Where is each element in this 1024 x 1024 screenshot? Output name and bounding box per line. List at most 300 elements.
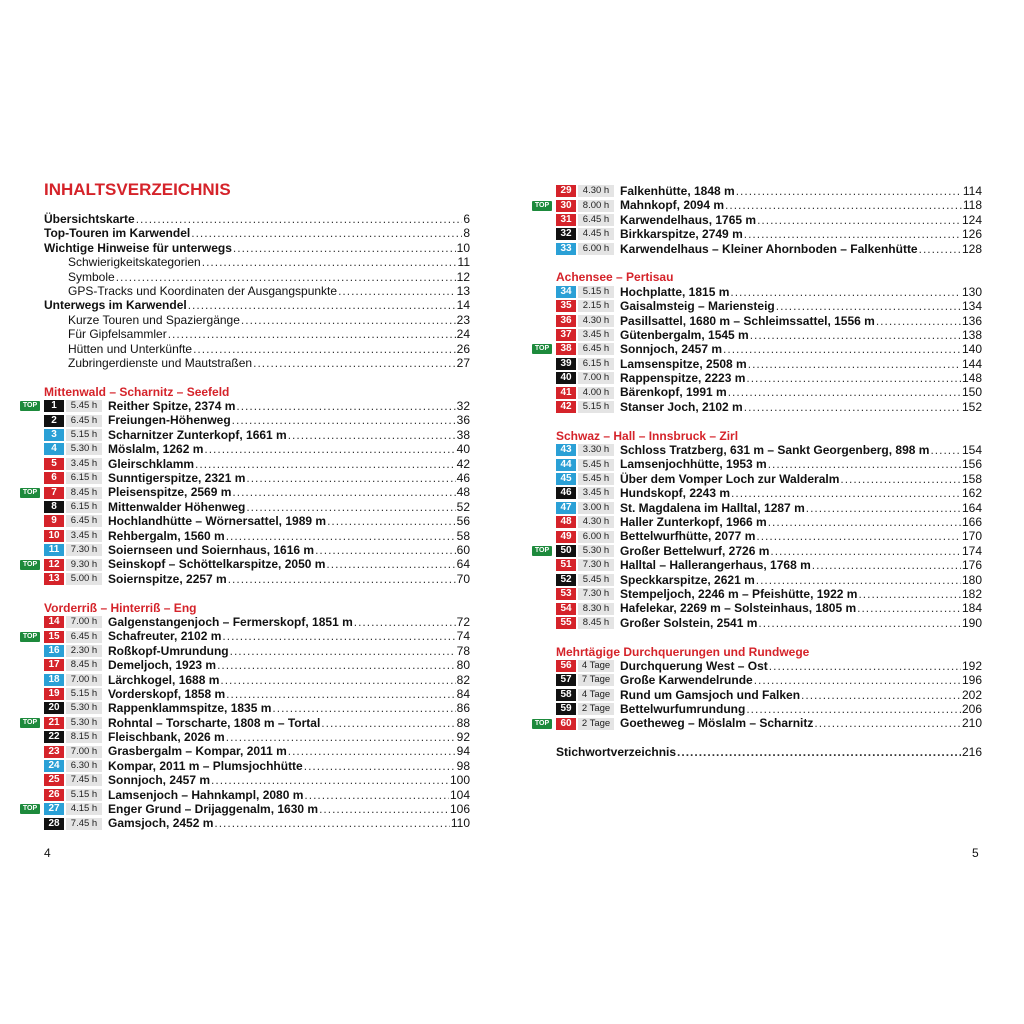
tour-entry[interactable] (532, 242, 982, 256)
toc-entry-page: 6 (463, 212, 470, 226)
leader-dots (858, 587, 961, 601)
tour-duration: 3.45 h (578, 487, 614, 499)
tour-number: 31 (556, 214, 576, 226)
tour-name: Schafreuter, 2102 m (108, 629, 222, 644)
toc-entry-index[interactable] (556, 745, 982, 759)
tour-page: 40 (456, 442, 470, 457)
tour-page: 58 (456, 528, 470, 543)
spacer (532, 731, 982, 745)
leader-dots (217, 658, 456, 672)
tour-duration: 8.30 h (578, 603, 614, 615)
tour-entry[interactable] (532, 587, 982, 601)
tour-name: Stanser Joch, 2102 m (620, 399, 743, 414)
tour-entry[interactable] (532, 601, 982, 615)
toc-entry-page: 216 (961, 745, 982, 760)
tour-number: 60 (556, 718, 576, 730)
leader-dots (116, 270, 456, 284)
toc-entry[interactable] (44, 212, 470, 226)
toc-entry[interactable] (68, 313, 470, 327)
tour-name: Über dem Vomper Loch zur Walderalm (620, 471, 840, 486)
tour-entry[interactable] (20, 413, 470, 427)
leader-dots (204, 442, 455, 456)
tour-number: 37 (556, 329, 576, 341)
tour-duration: 6.45 h (66, 415, 102, 427)
tour-number: 17 (44, 659, 64, 671)
toc-entry-page: 10 (456, 240, 470, 255)
toc-entry-label: Schwierigkeitskategorien (68, 255, 201, 270)
toc-entry-page: 11 (457, 255, 470, 270)
tour-duration: 6.15 h (578, 358, 614, 370)
tour-duration: 6.15 h (66, 501, 102, 513)
tour-name: Stempeljoch, 2246 m – Pfeishütte, 1922 m (620, 586, 858, 601)
tour-page: 136 (961, 313, 982, 328)
section-heading: Mittenwald – Scharnitz – Seefeld (44, 384, 230, 399)
toc-entry[interactable] (44, 226, 470, 240)
leader-dots (757, 213, 961, 227)
tour-name: Grasbergalm – Kompar, 2011 m (108, 744, 287, 759)
leader-dots (226, 687, 455, 701)
top-badge: TOP (532, 719, 552, 729)
leader-dots (744, 227, 961, 241)
tour-name: Hafelekar, 2269 m – Solsteinhaus, 1805 m (620, 601, 857, 616)
leader-dots (840, 472, 961, 486)
tour-entry[interactable] (532, 659, 982, 673)
tour-page: 98 (456, 758, 470, 773)
toc-entry-label: Hütten und Unterkünfte (68, 341, 193, 356)
tour-entry[interactable] (20, 471, 470, 485)
top-badge: TOP (20, 401, 40, 411)
toc-entry[interactable] (68, 327, 470, 341)
tour-name: Rappenspitze, 2223 m (620, 371, 746, 386)
tour-number: 47 (556, 502, 576, 514)
toc-entry[interactable] (68, 342, 470, 356)
tour-name: Roßkopf-Umrundung (108, 643, 229, 658)
tour-duration: 7.00 h (66, 616, 102, 628)
tour-name: Pleisenspitze, 2569 m (108, 485, 232, 500)
tour-number: 21 (44, 717, 64, 729)
leader-dots (232, 413, 456, 427)
toc-entry[interactable] (68, 270, 470, 284)
tour-entry[interactable] (20, 457, 470, 471)
leader-dots (246, 500, 455, 514)
tour-name: Seinskopf – Schöttelkarspitze, 2050 m (108, 557, 326, 572)
page-number-left: 4 (44, 846, 51, 860)
tour-entry[interactable] (20, 759, 470, 773)
tour-name: Mittenwalder Höhenweg (108, 499, 246, 514)
tour-entry[interactable] (20, 730, 470, 744)
tour-duration: 6.00 h (578, 531, 614, 543)
tour-number: 32 (556, 228, 576, 240)
tour-page: 56 (456, 514, 470, 529)
tour-entry[interactable] (20, 687, 470, 701)
tour-duration: 6.15 h (66, 472, 102, 484)
tour-name: Fleischbank, 2026 m (108, 730, 225, 745)
tour-entry[interactable] (20, 557, 470, 571)
leader-dots (233, 241, 456, 255)
tour-name: Sunntigerspitze, 2321 m (108, 471, 246, 486)
tour-name: Halltal – Hallerangerhaus, 1768 m (620, 558, 811, 573)
tour-name: Enger Grund – Drijaggenalm, 1630 m (108, 802, 319, 817)
tour-duration: 7.00 h (66, 674, 102, 686)
tour-entry[interactable] (532, 400, 982, 414)
toc-entry-page: 8 (463, 226, 470, 241)
tour-number: 35 (556, 300, 576, 312)
tour-entry[interactable] (20, 572, 470, 586)
tour-duration: 2.30 h (66, 645, 102, 657)
tour-page: 162 (961, 486, 982, 501)
tour-entry[interactable] (532, 616, 982, 630)
tour-page: 158 (961, 471, 982, 486)
leader-dots (191, 226, 462, 240)
tour-duration: 4.00 h (578, 387, 614, 399)
tour-name: Hochlandhütte – Wörnersattel, 1989 m (108, 514, 327, 529)
leader-dots (723, 342, 961, 356)
tour-number: 44 (556, 459, 576, 471)
tour-entry[interactable] (532, 501, 982, 515)
tour-name: Bettelwurfumrundung (620, 702, 746, 717)
tour-duration: 6.30 h (66, 760, 102, 772)
tour-duration: 5.15 h (578, 286, 614, 298)
tour-number: 9 (44, 515, 64, 527)
tour-entry[interactable] (20, 442, 470, 456)
tour-page: 154 (961, 443, 982, 458)
tour-name: Freiungen-Höhenweg (108, 413, 231, 428)
tour-entry[interactable] (532, 213, 982, 227)
tour-name: Rehbergalm, 1560 m (108, 528, 225, 543)
leader-dots (226, 730, 456, 744)
toc-entry-label: Top-Touren im Karwendel (44, 226, 191, 241)
tour-name: Haller Zunterkopf, 1966 m (620, 514, 767, 529)
tour-name: Kompar, 2011 m – Plumsjochhütte (108, 758, 303, 773)
leader-dots (730, 285, 961, 299)
tour-number: 2 (44, 415, 64, 427)
tour-duration: 5.00 h (66, 573, 102, 585)
tour-page: 88 (456, 715, 470, 730)
tour-entry[interactable] (532, 371, 982, 385)
leader-dots (272, 701, 455, 715)
leader-dots (304, 788, 449, 802)
top-badge: TOP (20, 560, 40, 570)
leader-dots (746, 702, 961, 716)
leader-dots (354, 615, 456, 629)
tour-entry[interactable] (532, 357, 982, 371)
tour-name: St. Magdalena im Halltal, 1287 m (620, 500, 805, 515)
tour-entry[interactable] (532, 227, 982, 241)
tour-number: 49 (556, 531, 576, 543)
tour-page: 134 (961, 299, 982, 314)
leader-dots (736, 184, 962, 198)
toc-entry[interactable] (44, 241, 470, 255)
tour-page: 210 (961, 716, 982, 731)
tour-page: 114 (962, 184, 982, 198)
tour-entry[interactable] (532, 716, 982, 730)
tour-number: 36 (556, 315, 576, 327)
leader-dots (756, 529, 961, 543)
leader-dots (214, 816, 449, 830)
tour-duration: 5.15 h (66, 429, 102, 441)
tour-page: 140 (961, 342, 982, 357)
tour-entry[interactable] (532, 573, 982, 587)
tour-duration: 4 Tage (578, 660, 614, 672)
leader-dots (321, 716, 455, 730)
tour-page: 70 (456, 571, 470, 586)
tour-name: Galgenstangenjoch – Fermerskopf, 1851 m (108, 614, 353, 629)
tour-entry[interactable] (532, 342, 982, 356)
toc-entry-page: 13 (456, 283, 470, 298)
leader-dots (193, 342, 456, 356)
toc-entry-page: 12 (456, 269, 470, 284)
spacer (20, 370, 470, 384)
leader-dots (806, 501, 961, 515)
leader-dots (188, 298, 456, 312)
tour-number: 3 (44, 429, 64, 441)
tour-name: Rappenklammspitze, 1835 m (108, 701, 272, 716)
tour-entry[interactable] (532, 529, 982, 543)
tour-name: Durchquerung West – Ost (620, 658, 768, 673)
tour-duration: 7.30 h (578, 588, 614, 600)
tour-name: Speckkarspitze, 2621 m (620, 572, 755, 587)
tour-entry[interactable] (20, 673, 470, 687)
tour-name: Demeljoch, 1923 m (108, 658, 217, 673)
tour-duration: 5.15 h (66, 688, 102, 700)
tour-entry[interactable] (532, 285, 982, 299)
tour-name: Großer Solstein, 2541 m (620, 615, 758, 630)
tour-entry[interactable] (20, 788, 470, 802)
leader-dots (758, 616, 961, 630)
toc-entry-label: GPS-Tracks und Koordinaten der Ausgangspunkte (68, 283, 338, 298)
tour-entry[interactable] (532, 486, 982, 500)
tour-number: 33 (556, 243, 576, 255)
tour-name: Lamsenjochhütte, 1953 m (620, 457, 767, 472)
tour-entry[interactable] (532, 457, 982, 471)
tour-entry[interactable] (532, 673, 982, 687)
leader-dots (769, 659, 961, 673)
tour-duration: 7.00 h (66, 746, 102, 758)
tour-number: 42 (556, 401, 576, 413)
toc-entry-label: Kurze Touren und Spaziergänge (68, 312, 240, 327)
tour-number: 18 (44, 674, 64, 686)
tour-entry[interactable] (20, 399, 470, 413)
tour-entry[interactable] (532, 299, 982, 313)
tour-entry[interactable] (20, 514, 470, 528)
leader-dots (919, 242, 961, 256)
tour-duration: 8.45 h (578, 617, 614, 629)
tour-name: Großer Bettelwurf, 2726 m (620, 543, 770, 558)
spacer (532, 414, 982, 428)
leader-dots (228, 572, 456, 586)
leader-dots (748, 357, 961, 371)
tour-page: 196 (961, 673, 982, 688)
tour-name: Sonnjoch, 2457 m (108, 773, 211, 788)
leader-dots (195, 457, 456, 471)
section-heading: Achensee – Pertisau (556, 270, 674, 285)
leader-dots (315, 543, 456, 557)
right-page (532, 184, 982, 760)
tour-page: 190 (961, 615, 982, 630)
tour-name: Sonnjoch, 2457 m (620, 342, 723, 357)
leader-dots (750, 328, 961, 342)
tour-number: 28 (44, 818, 64, 830)
tour-number: 27 (44, 803, 64, 815)
tour-duration: 4.30 h (578, 185, 614, 197)
leader-dots (876, 314, 961, 328)
tour-entry[interactable] (20, 500, 470, 514)
tour-duration: 7.45 h (66, 774, 102, 786)
tour-page: 156 (961, 457, 982, 472)
leader-dots (327, 514, 456, 528)
toc-entry-page: 27 (456, 355, 470, 370)
toc-entry[interactable] (68, 356, 470, 370)
leader-dots (814, 716, 961, 730)
tour-number: 51 (556, 559, 576, 571)
tour-entry[interactable] (532, 515, 982, 529)
tour-entry[interactable] (532, 314, 982, 328)
tour-page: 118 (962, 198, 982, 213)
tour-name: Gütenbergalm, 1545 m (620, 327, 749, 342)
tour-page: 36 (456, 413, 470, 428)
tour-duration: 3.30 h (578, 444, 614, 456)
tour-number: 20 (44, 702, 64, 714)
tour-number: 34 (556, 286, 576, 298)
tour-entry[interactable] (20, 529, 470, 543)
tour-duration: 2.15 h (578, 300, 614, 312)
tour-number: 56 (556, 660, 576, 672)
tour-entry[interactable] (532, 558, 982, 572)
toc-entry[interactable] (68, 284, 470, 298)
tour-page: 164 (961, 500, 982, 515)
tour-entry[interactable] (532, 702, 982, 716)
tour-number: 41 (556, 387, 576, 399)
tour-entry[interactable] (532, 688, 982, 702)
leader-dots (202, 255, 457, 269)
tour-number: 13 (44, 573, 64, 585)
tour-page: 206 (961, 702, 982, 717)
tour-name: Pasillsattel, 1680 m – Schleimssattel, 1556 m (620, 313, 875, 328)
tour-page: 130 (961, 284, 982, 299)
tour-duration: 5.30 h (66, 717, 102, 729)
tour-entry[interactable] (20, 428, 470, 442)
leader-dots (338, 284, 456, 298)
tour-page: 42 (456, 456, 470, 471)
tour-duration: 5.30 h (66, 443, 102, 455)
tour-duration: 9.30 h (66, 559, 102, 571)
tour-number: 48 (556, 516, 576, 528)
section-heading: Mehrtägige Durchquerungen und Rundwege (556, 644, 810, 659)
tour-entry[interactable] (20, 773, 470, 787)
tour-duration: 8.00 h (578, 200, 614, 212)
tour-duration: 5.15 h (66, 789, 102, 801)
tour-entry[interactable] (20, 629, 470, 643)
leader-dots (756, 573, 961, 587)
tour-number: 26 (44, 789, 64, 801)
tour-number: 23 (44, 746, 64, 758)
toc-entry-label: Symbole (68, 269, 115, 284)
tour-number: 5 (44, 458, 64, 470)
tour-duration: 5.45 h (578, 574, 614, 586)
leader-dots (812, 558, 961, 572)
leader-dots (746, 371, 961, 385)
tour-entry[interactable] (20, 802, 470, 816)
tour-name: Soiernseen und Soiernhaus, 1616 m (108, 542, 315, 557)
tour-entry[interactable] (20, 644, 470, 658)
toc-entry-page: 14 (456, 298, 470, 313)
tour-name: Vorderskopf, 1858 m (108, 686, 226, 701)
tour-entry[interactable] (20, 716, 470, 730)
tour-page: 174 (961, 543, 982, 558)
tour-name: Goetheweg – Möslalm – Scharnitz (620, 716, 814, 731)
leader-dots (744, 400, 961, 414)
tour-entry[interactable] (20, 701, 470, 715)
tour-page: 78 (456, 643, 470, 658)
spacer (20, 586, 470, 600)
tour-duration: 3.45 h (66, 530, 102, 542)
tour-entry[interactable] (532, 328, 982, 342)
tour-number: 22 (44, 731, 64, 743)
tour-name: Lamsenspitze, 2508 m (620, 356, 747, 371)
tour-duration: 8.45 h (66, 659, 102, 671)
tour-page: 166 (961, 514, 982, 529)
toc-entry-page: 26 (456, 341, 470, 356)
toc-entry-label: Wichtige Hinweise für unterwegs (44, 240, 232, 255)
tour-entry[interactable] (20, 816, 470, 830)
tour-duration: 4.30 h (578, 516, 614, 528)
tour-number: 50 (556, 545, 576, 557)
tour-page: 60 (456, 542, 470, 557)
tour-name: Mahnkopf, 2094 m (620, 198, 725, 213)
toc-entry[interactable] (68, 255, 470, 269)
leader-dots (220, 673, 455, 687)
tour-name: Große Karwendelrunde (620, 673, 753, 688)
tour-duration: 8.45 h (66, 487, 102, 499)
toc-entry[interactable] (44, 298, 470, 312)
tour-duration: 5.45 h (66, 400, 102, 412)
tour-page: 148 (961, 371, 982, 386)
tour-name: Soiernspitze, 2257 m (108, 571, 227, 586)
tour-entry[interactable] (532, 472, 982, 486)
tour-entry[interactable] (532, 544, 982, 558)
tour-entry[interactable] (532, 198, 982, 212)
tour-duration: 2 Tage (578, 718, 614, 730)
toc-entry-label: Unterwegs im Karwendel (44, 298, 187, 313)
leader-dots (731, 486, 961, 500)
tour-entry[interactable] (20, 658, 470, 672)
top-badge: TOP (532, 201, 552, 211)
top-badge: TOP (20, 718, 40, 728)
leader-dots (326, 557, 455, 571)
tour-entry[interactable] (532, 385, 982, 399)
top-badge: TOP (20, 804, 40, 814)
leader-dots (728, 385, 961, 399)
tour-number: 30 (556, 200, 576, 212)
tour-number: 24 (44, 760, 64, 772)
tour-entry[interactable] (532, 184, 982, 198)
leader-dots (211, 773, 449, 787)
tour-page: 150 (961, 385, 982, 400)
tour-entry[interactable] (20, 744, 470, 758)
tour-number: 12 (44, 559, 64, 571)
tour-entry[interactable] (20, 615, 470, 629)
tour-page: 152 (961, 399, 982, 414)
leader-dots (768, 515, 961, 529)
spacer (532, 256, 982, 270)
tour-entry[interactable] (20, 485, 470, 499)
tour-number: 54 (556, 603, 576, 615)
tour-duration: 2 Tage (578, 703, 614, 715)
tour-entry[interactable] (532, 443, 982, 457)
tour-name: Bärenkopf, 1991 m (620, 385, 727, 400)
page-number-right: 5 (972, 846, 979, 860)
tour-entry[interactable] (20, 543, 470, 557)
